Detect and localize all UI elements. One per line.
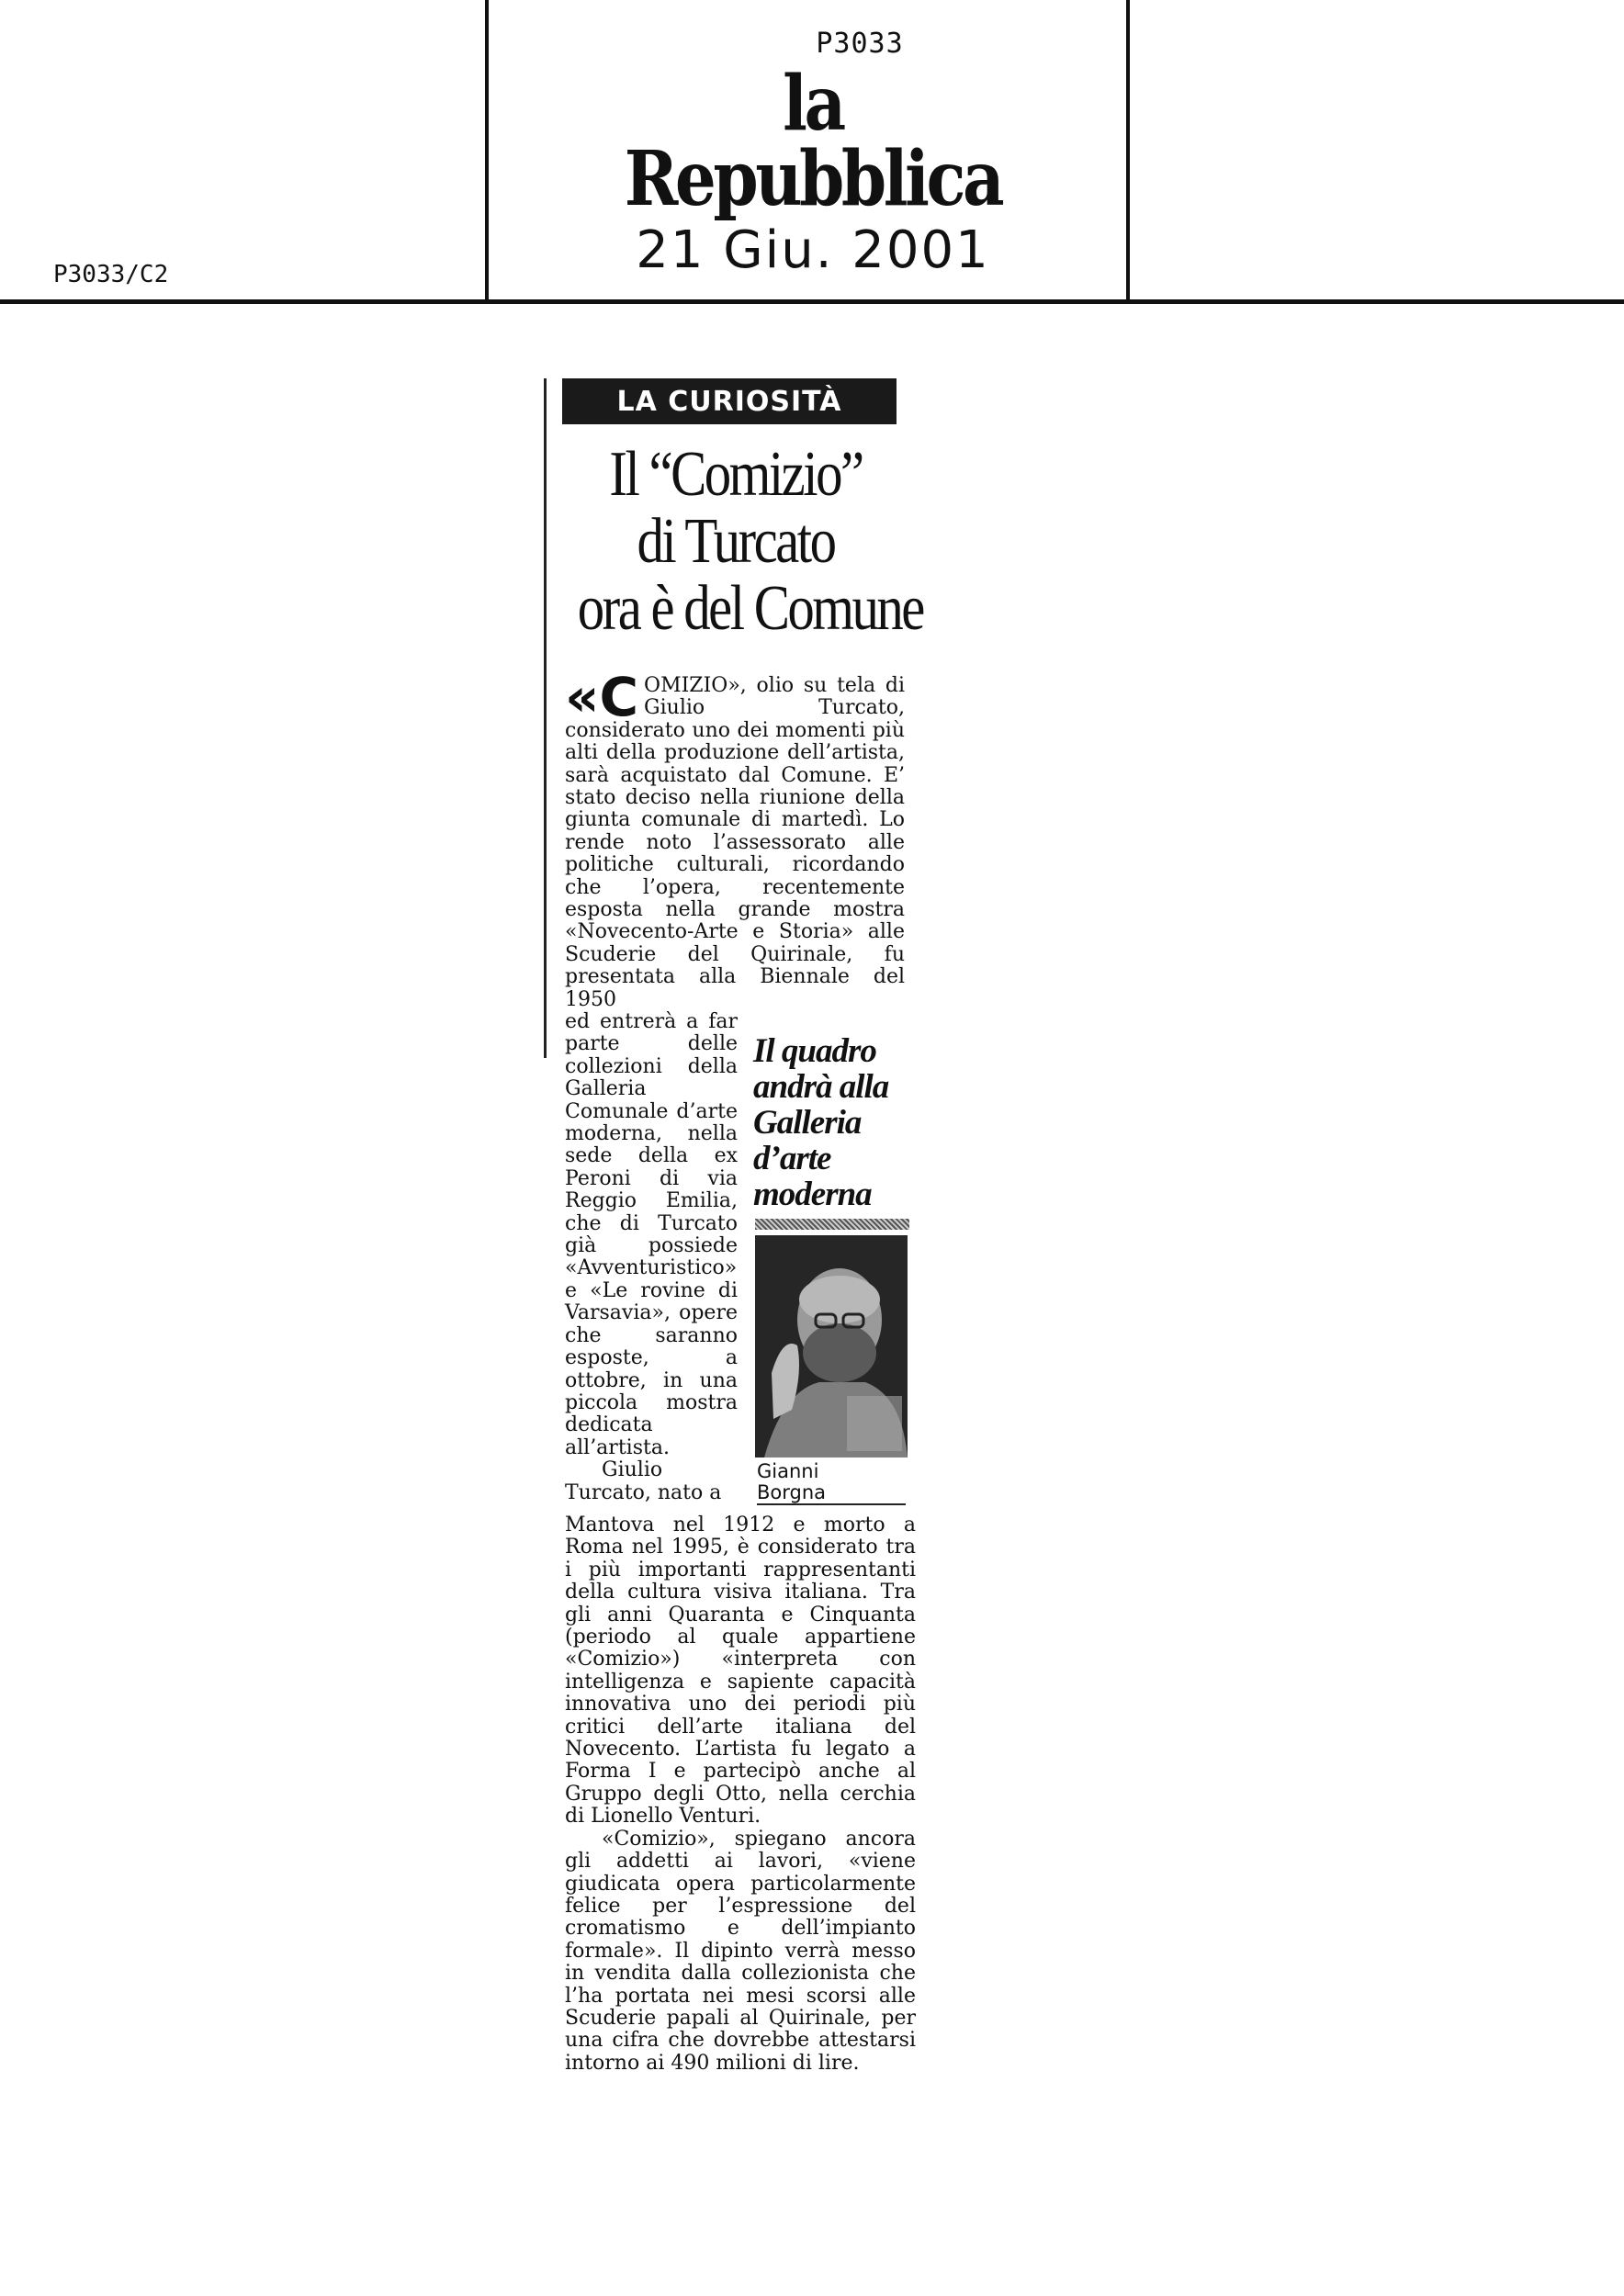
narrow-paragraph-2: Giulio Turcato, nato a <box>565 1458 722 1504</box>
article-headline <box>577 439 923 644</box>
body-paragraph-2: Mantova nel 1912 e morto a Roma nel 1995, è considerato tra i più importanti rappresentanti della cultura visiva italiana. Tra gli anni Quaranta e Cinquanta (periodo al quale appartiene «Comizio») «interpreta con intelligenza e sapiente capacità innovativa uno dei periodi più critici dell’arte italiana del Novecento. L’artista fu legato a Forma I e partecipò anche al Gruppo degli Otto, nella cerchia di Lionello Venturi. <box>565 1514 916 1829</box>
headline-line-1: Il “Comizio” <box>609 439 863 510</box>
headline-line-3: ora è del Comune <box>577 573 923 644</box>
headline-line-2: di Turcato <box>637 506 835 577</box>
body-paragraph-3: «Comizio», spiegano ancora gli addetti ai lavori, «viene giudicata opera particolarmente felice per l’espressione del cromatismo e dell’impianto formale». Il dipinto verrà messo in vendita dalla collezionista che l’ha portata nei mesi scorsi alle Scuderie papali al Quirinale, per una cifra che dovrebbe attestarsi intorno ai 490 milioni di lire. <box>565 1827 916 2075</box>
file-code: P3033/C2 <box>53 261 169 288</box>
header-divider-right <box>1126 0 1130 301</box>
article-kicker: LA CURIOSITÀ <box>562 378 897 424</box>
caption-line-1: Gianni <box>757 1460 819 1482</box>
decorative-hatch-bar <box>755 1219 909 1230</box>
sidebar-line-4: d’arte <box>753 1140 831 1177</box>
lead-paragraph: OMIZIO», olio su tela di Giulio Turcato, considerato uno dei momenti più alti della produzione dell’artista, sarà acquistato dal Comune. E’ stato deciso nella riunione della giunta comunale di martedì. Lo rende noto l’assessorato alle politiche culturali, ricordando che l’opera, recentemente esposta nella grande mostra «Novecento-Arte e Storia» alle Scuderie del Quirinale, fu presentata alla Biennale del 1950 <box>565 674 905 1011</box>
header-bottom-rule <box>0 299 1624 304</box>
sidebar-line-2: andrà alla <box>753 1068 889 1106</box>
sidebar-line-1: Il quadro <box>753 1032 876 1070</box>
article-continuation <box>565 1514 916 2075</box>
caption-line-2: Borgna <box>757 1481 827 1503</box>
portrait-image <box>755 1235 908 1458</box>
header-divider-left <box>485 0 489 301</box>
newspaper-masthead: la Repubblica <box>624 60 1002 223</box>
narrow-paragraph-1: ed entrerà a far parte delle collezioni della Galleria Comunale d’arte moderna, nella sede della ex Peroni di via Reggio Emilia, che di Turcato già possiede «Avventuristico» e «Le rovine di Varsavia», opere che saranno esposte, a ottobre, in una piccola mostra dedicata all’artista. <box>565 1010 738 1459</box>
archive-code: P3033 <box>816 28 904 60</box>
caption-rule <box>757 1503 906 1505</box>
sidebar-line-5: moderna <box>753 1176 872 1213</box>
article-lead <box>565 666 905 1011</box>
portrait-photo <box>755 1235 908 1458</box>
sidebar-line-3: Galleria <box>753 1104 862 1142</box>
photo-caption <box>757 1461 913 1503</box>
drop-cap: «C <box>565 666 639 728</box>
sidebar-headline <box>753 1033 919 1212</box>
article-narrow-column <box>565 1011 738 1504</box>
article-side-rule <box>544 378 547 1058</box>
publication-date: 21 Giu. 2001 <box>636 220 990 280</box>
